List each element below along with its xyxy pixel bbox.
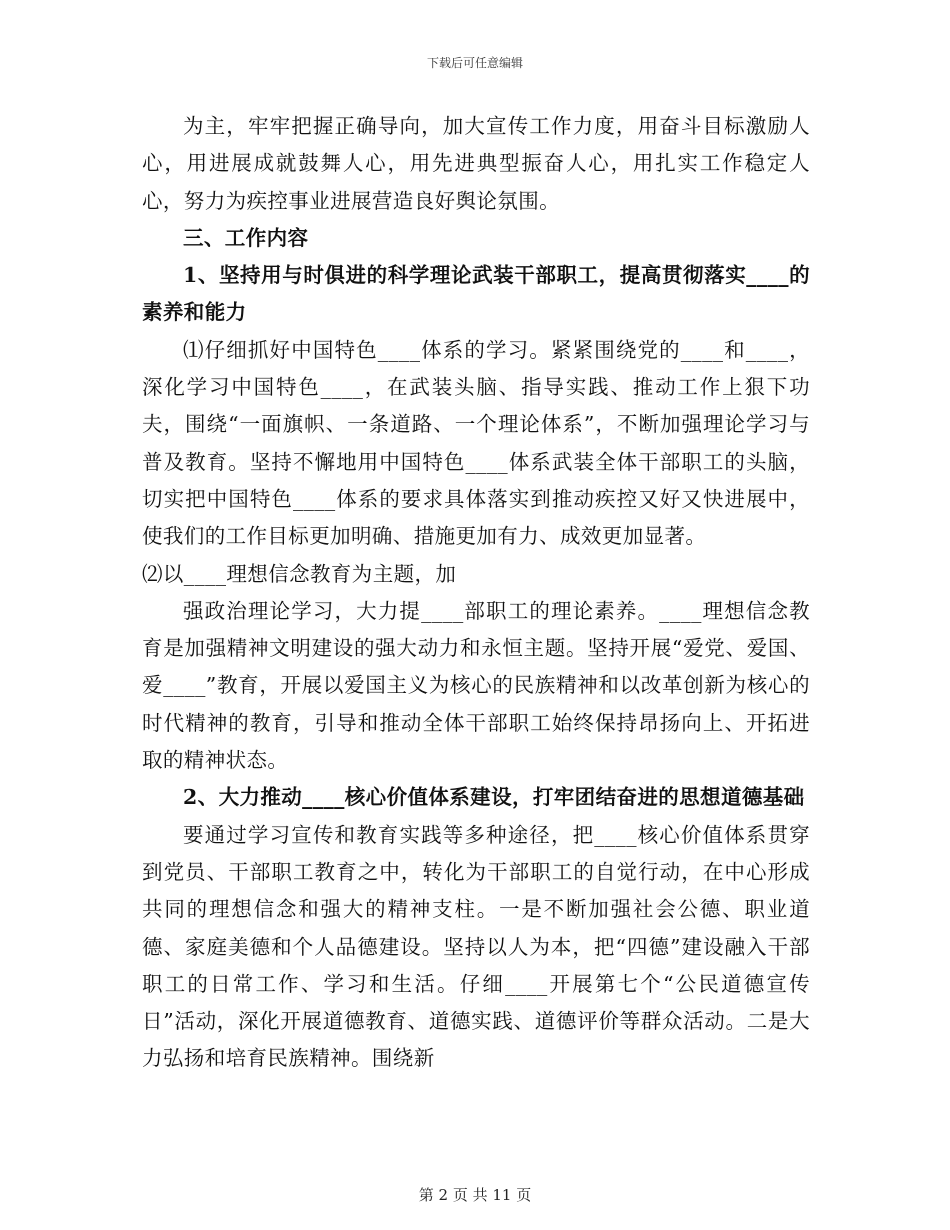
paragraph-item-2-body: 强政治理论学习，大力提____部职工的理论素养。____理想信念教育是加强精神文明建设的强大动力和永恒主题。坚持开展“爱党、爱国、爱____”教育，开展以爱国主义为核心的民族精神和以改革创新为核心的时代精神的教育，引导和推动全体干部职工始终保持昂扬向上、开拓进取的精神状态。: [142, 598, 810, 773]
page-number-footer: 第 2 页 共 11 页: [418, 1186, 532, 1204]
paragraph-core-values: 要通过学习宣传和教育实践等多种途径，把____核心价值体系贯穿到党员、干部职工教育之中，转化为干部职工的自觉行动，在中心形成共同的理想信念和强大的精神支柱。一是不断加强社会公德、职业道德、家庭美德和个人品德建设。坚持以人为本，把“四德”建设融入干部职工的日常工作、学习和生活。仔细____开展第七个“公民道德宣传日”活动，深化开展道德教育、道德实践、道德评价等群众活动。二是大力弘扬和培育民族精神。围绕新: [142, 822, 810, 1071]
paragraph-item-2-start: ⑵以____理想信念教育为主题，加: [142, 561, 457, 586]
section-heading-work-content: 三、工作内容: [183, 225, 309, 250]
subsection-heading-1: 1、坚持用与时俱进的科学理论武装干部职工，提高贯彻落实____的素养和能力: [142, 263, 810, 325]
paragraph-continuation: 为主，牢牢把握正确导向，加大宣传工作力度，用奋斗目标激励人心，用进展成就鼓舞人心，用先进典型振奋人心，用扎实工作稳定人心，努力为疾控事业进展营造良好舆论氛围。: [142, 114, 810, 213]
subsection-heading-2: 2、大力推动____核心价值体系建设，打牢团结奋进的思想道德基础: [183, 785, 805, 810]
document-body: [142, 108, 810, 1078]
page-header-note: 下载后可任意编辑: [426, 56, 523, 70]
paragraph-item-1: ⑴仔细抓好中国特色____体系的学习。紧紧围绕党的____和____，深化学习中国特色____，在武装头脑、指导实践、推动工作上狠下功夫，围绕“一面旗帜、一条道路、一个理论体系”，不断加强理论学习与普及教育。坚持不懈地用中国特色____体系武装全体干部职工的头脑，切实把中国特色____体系的要求具体落实到推动疾控又好又快进展中，使我们的工作目标更加明确、措施更加有力、成效更加显著。: [142, 337, 810, 549]
